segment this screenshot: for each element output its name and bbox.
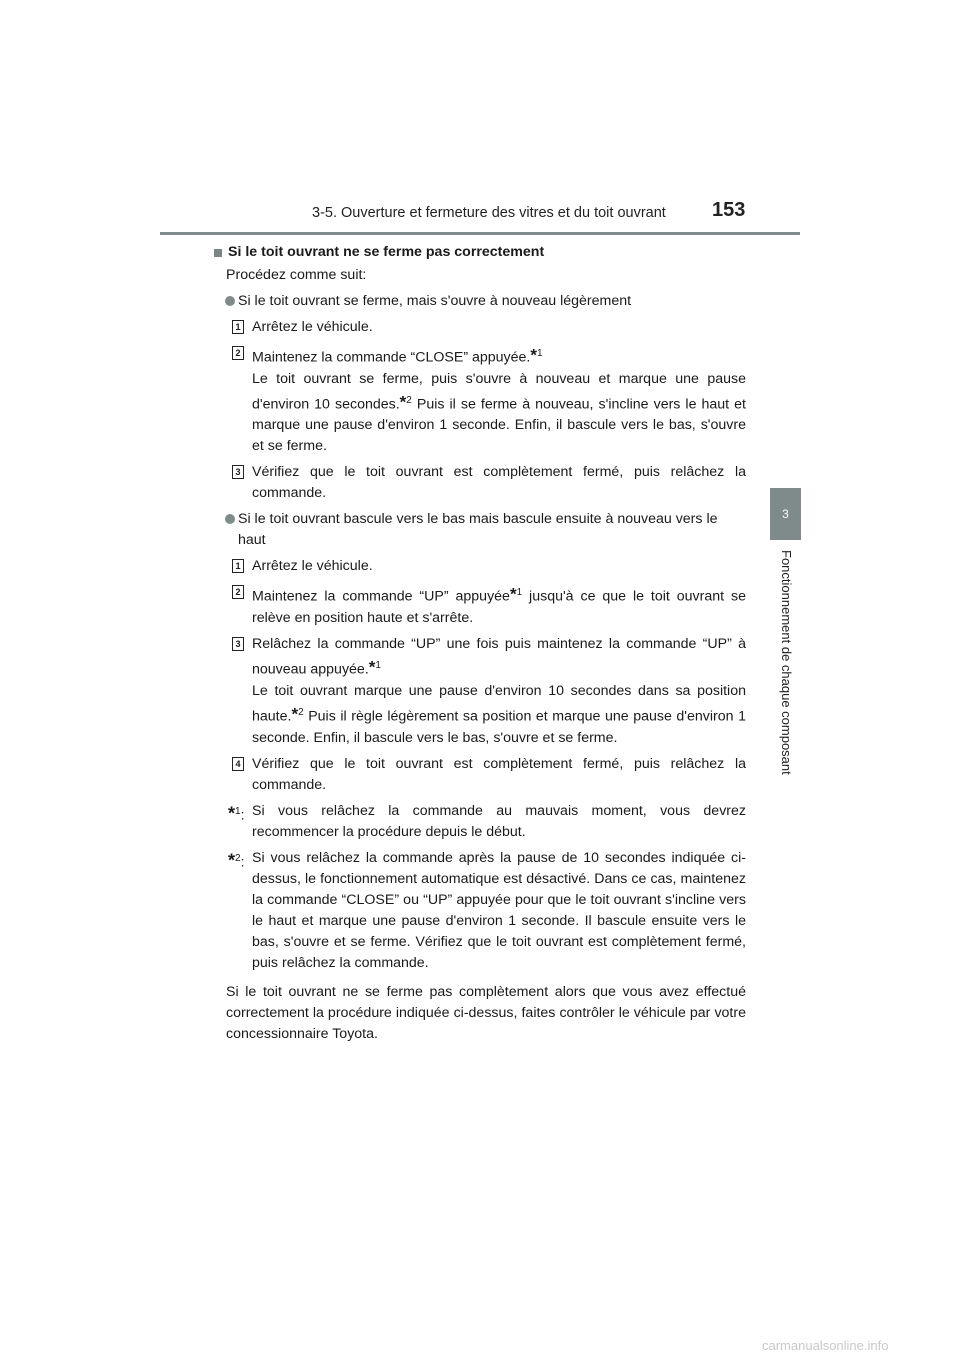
chapter-tab: 3 xyxy=(770,488,801,540)
step-number: 4 xyxy=(232,757,244,771)
case-1-step-3: 3 Vérifiez que le toit ouvrant est complètement fermé, puis relâchez la commande. xyxy=(226,462,746,504)
footnote-mark: *$^1$: xyxy=(228,803,245,824)
step-number: 1 xyxy=(232,320,244,334)
intro-text: Procédez comme suit: xyxy=(226,267,367,283)
step-number: 3 xyxy=(232,637,244,651)
asterisk-icon: * xyxy=(509,585,517,605)
closing-paragraph: Si le toit ouvrant ne se ferme pas complètement alors que vous avez effectué correctement la procédure indiquée ci-dessus, faites contrôler le véhicule par votre concessionnaire Toyota. xyxy=(226,983,746,1042)
asterisk-icon: * xyxy=(530,345,537,365)
circle-bullet-icon xyxy=(225,514,235,524)
footnote-1: *$^1$: Si vous relâchez la commande au mauvais moment, vous devrez recommencer la procédure depuis le début. xyxy=(228,802,746,840)
case-1-title: Si le toit ouvrant se ferme, mais s'ouvre à nouveau légèrement xyxy=(226,291,746,312)
section-title: Si le toit ouvrant ne se ferme pas correctement xyxy=(214,242,746,263)
case-2-step-3: 3 Relâchez la commande “UP” une fois puis maintenez la commande “UP” à nouveau appuyée.*$^1$ Le toit ouvrant marque une pause d'environ 10 secondes dans sa position haute.*$^2$ Puis il règle légèrement sa position et marque une pause d'environ 1 seconde. Enfin, il bascule vers le bas, s'ouvre et se ferme. xyxy=(226,634,746,748)
chapter-label: Fonctionnement de chaque composant xyxy=(779,550,794,775)
watermark: carmanualsonline.info xyxy=(762,1338,889,1353)
step-number: 3 xyxy=(232,465,244,479)
asterisk-icon: * xyxy=(368,657,376,677)
case-2-step-4: 4 Vérifiez que le toit ouvrant est complètement fermé, puis relâchez la commande. xyxy=(226,754,746,796)
main-content xyxy=(226,242,746,1045)
step-number: 2 xyxy=(232,346,244,360)
step-number: 1 xyxy=(232,559,244,573)
square-bullet-icon xyxy=(214,249,222,257)
case-1-step-1: 1 Arrêtez le véhicule. xyxy=(226,317,746,338)
header-title: 3-5. Ouverture et fermeture des vitres et du toit ouvrant xyxy=(312,205,666,221)
step-number: 2 xyxy=(232,585,244,599)
case-2-title: Si le toit ouvrant bascule vers le bas mais bascule ensuite à nouveau vers le haut xyxy=(226,509,746,551)
asterisk-icon: * xyxy=(399,392,407,412)
footnote-mark: *$^2$: xyxy=(228,850,245,871)
case-2-step-2: 2 Maintenez la commande “UP” appuyée*$^1$ jusqu'à ce que le toit ouvrant se relève en position haute et s'arrête. xyxy=(226,582,746,629)
case-2-step-1: 1 Arrêtez le véhicule. xyxy=(226,556,746,577)
case-1-step-2: 2 Maintenez la commande “CLOSE” appuyée.*$^1$ Le toit ouvrant se ferme, puis s'ouvre à nouveau et marque une pause d'environ 10 secondes.*$^2$ Puis il se ferme à nouveau, s'incline vers le haut et marque une pause d'environ 1 seconde. Enfin, il bascule vers le bas, s'ouvre et se ferme. xyxy=(226,343,746,457)
footnote-2: *$^2$: Si vous relâchez la commande après la pause de 10 secondes indiquée ci-dessus, le fonctionnement automatique est désactivé. Dans ce cas, maintenez la commande “CLOSE” ou “UP” appuyée pour que le toit ouvrant s'incline vers le haut et marque une pause d'environ 1 seconde. Il bascule ensuite vers le bas, s'ouvre et se ferme. Vérifiez que le toit ouvrant est complètement fermé, puis relâchez la commande. xyxy=(228,849,746,971)
header-rule xyxy=(160,232,800,235)
asterisk-icon: * xyxy=(291,704,299,724)
circle-bullet-icon xyxy=(225,296,235,306)
page-number: 153 xyxy=(712,199,746,221)
